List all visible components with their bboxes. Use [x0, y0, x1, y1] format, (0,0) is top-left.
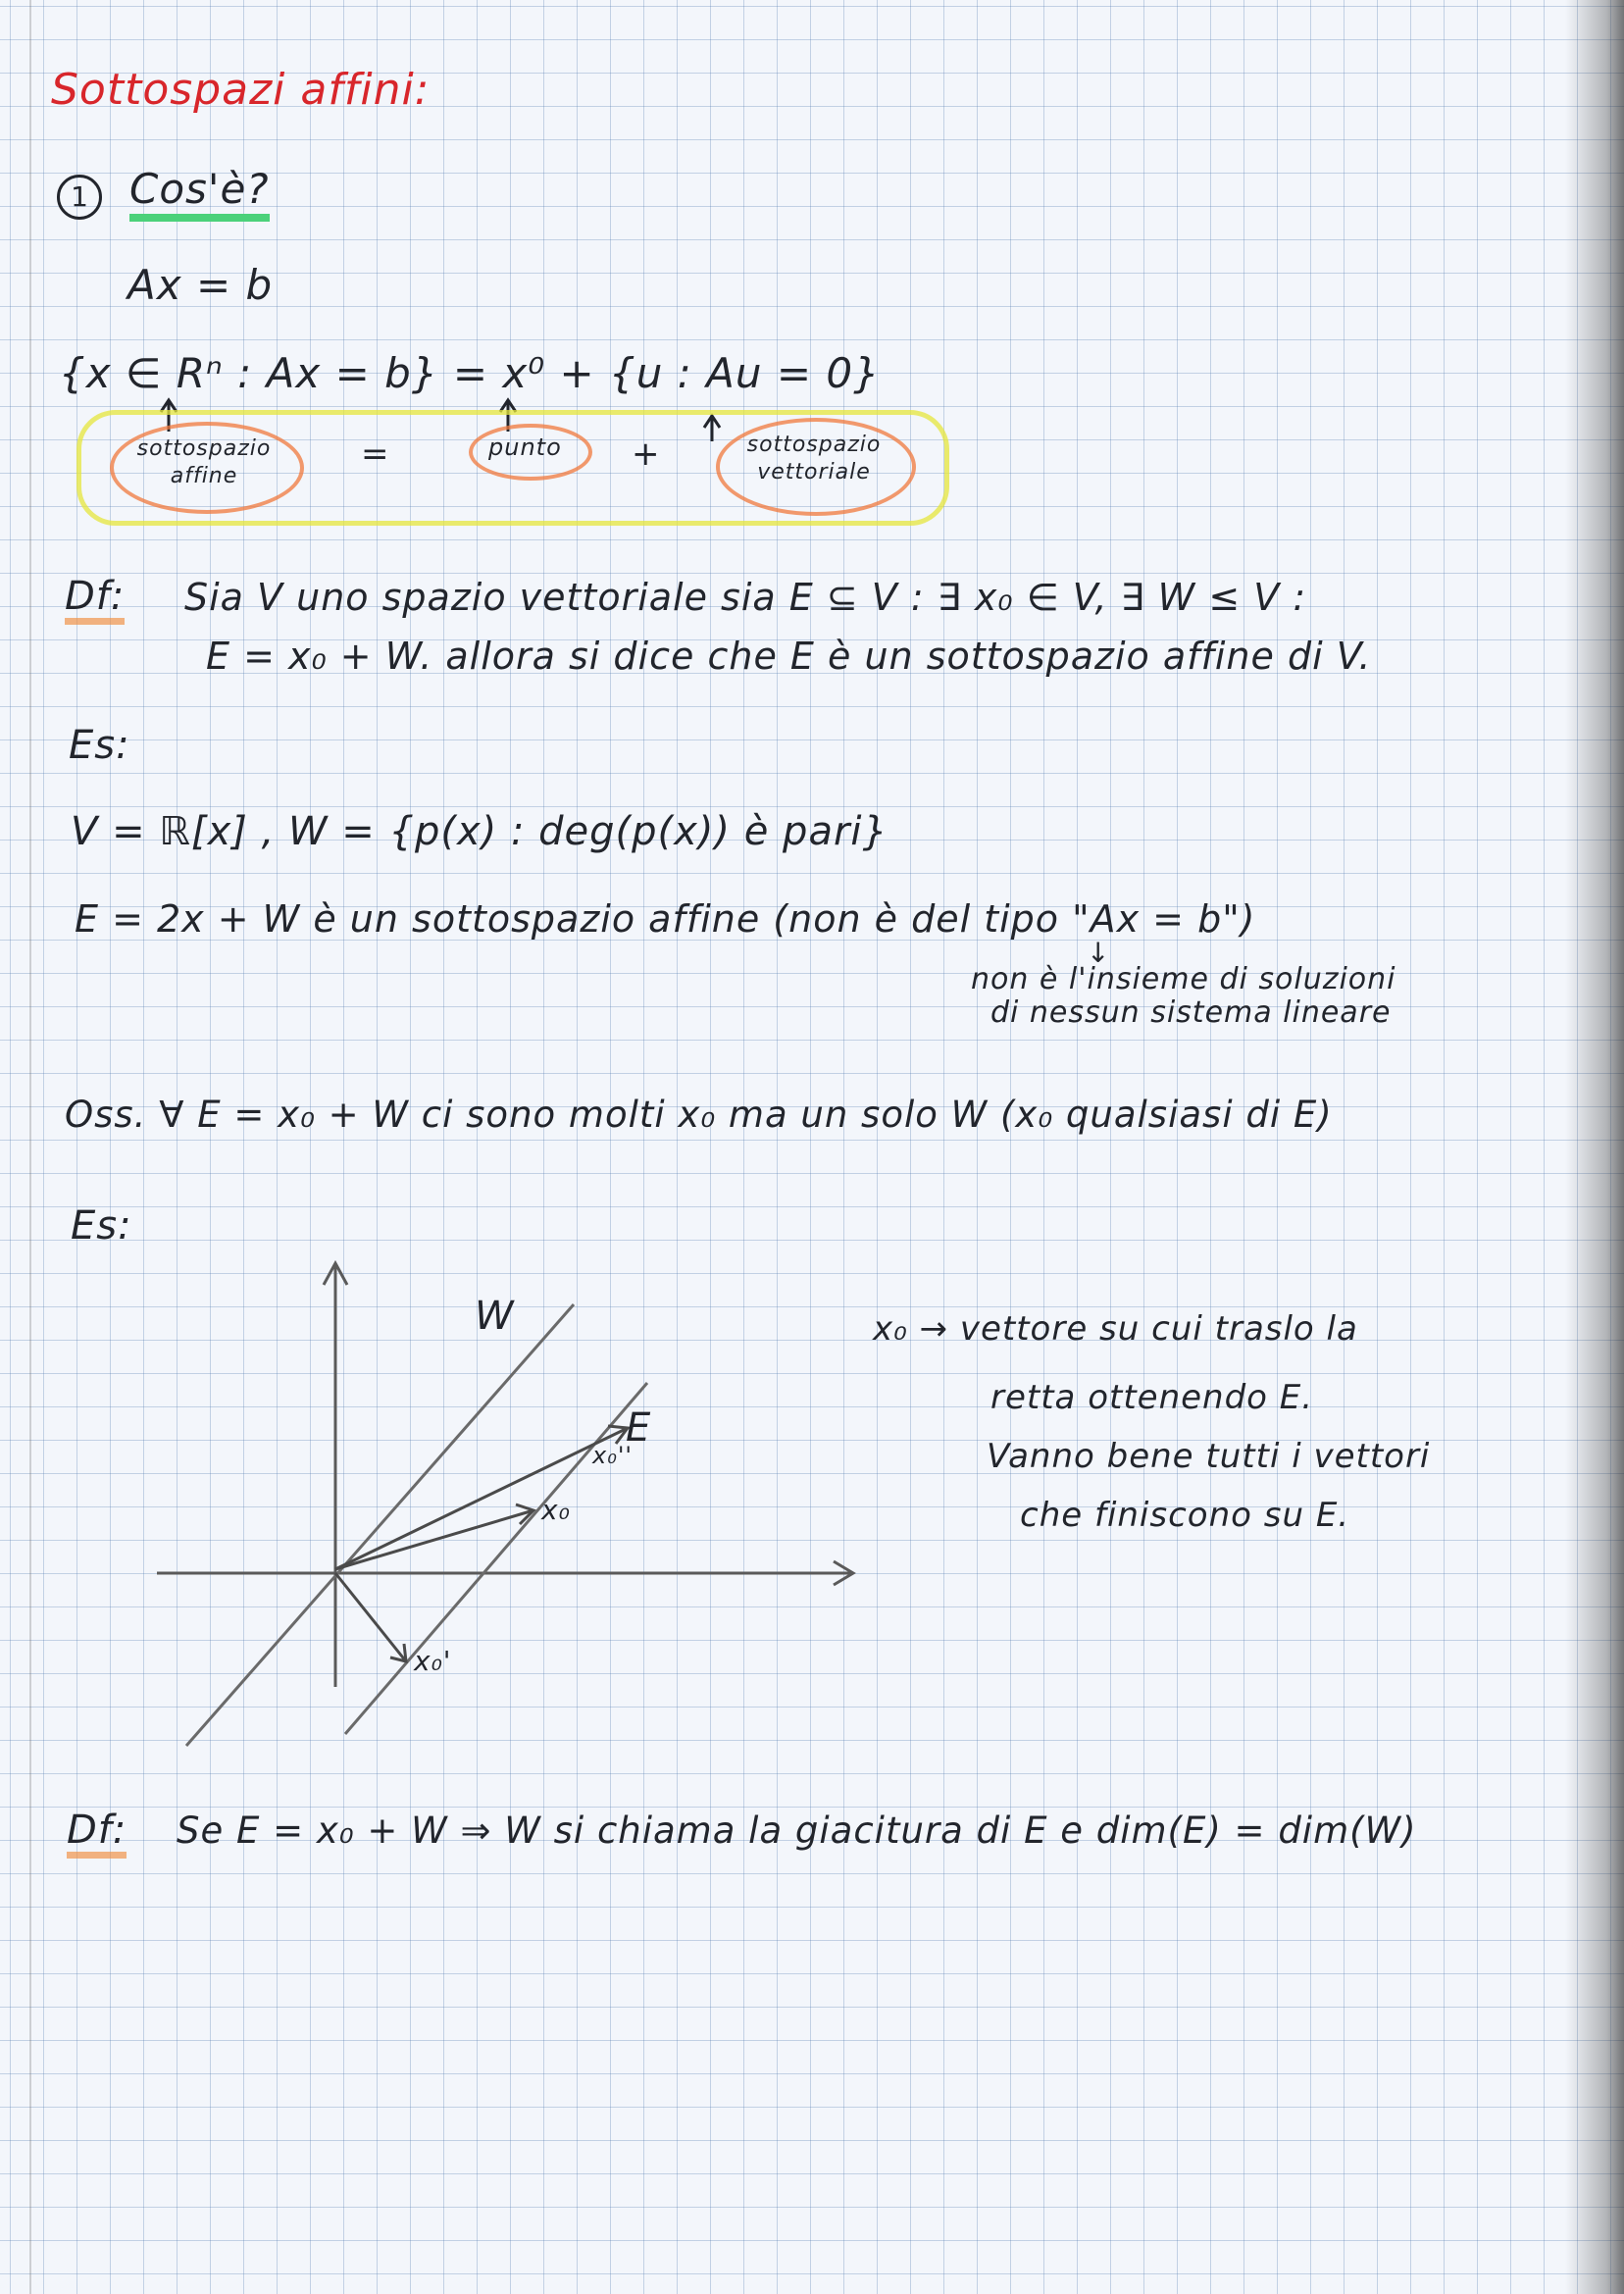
diagram-description-line-4: che finiscono su E. [1020, 1496, 1350, 1535]
example-1-line-2: E = 2x + W è un sottospazio affine (non è del tipo "Ax = b") [75, 897, 1256, 941]
label-equals: = [361, 434, 390, 474]
equation-ax-b: Ax = b [127, 261, 274, 309]
set-equation: {x ∈ Rⁿ : Ax = b} = x⁰ + {u : Au = 0} [59, 349, 881, 397]
definition-1-line-1: Sia V uno spazio vettoriale sia E ⊆ V : ∃ x₀ ∈ V, ∃ W ≤ V : [184, 576, 1307, 619]
question-text: Cos'è? [129, 169, 270, 222]
question-number: 1 [57, 175, 102, 220]
diagram-description-line-1: x₀ → vettore su cui traslo la [873, 1309, 1358, 1349]
diagram-label-w: W [475, 1294, 515, 1339]
label-affine-subspace: sottospazio affine [136, 436, 272, 488]
diagram-label-x0p: x₀' [414, 1645, 452, 1677]
observation: Oss. ∀ E = x₀ + W ci sono molti x₀ ma un solo W (x₀ qualsiasi di E) [65, 1094, 1333, 1136]
definition-2-text: Se E = x₀ + W ⇒ W si chiama la giacitura di E e dim(E) = dim(W) [177, 1810, 1417, 1852]
example-tag-2: Es: [71, 1203, 132, 1249]
label-vector-subspace: sottospazio vettoriale [746, 433, 882, 484]
example-1-note-line-2: di nessun sistema lineare [990, 995, 1392, 1030]
definition-1-line-2: E = x₀ + W. allora si dice che E è un sottospazio affine di V. [206, 635, 1372, 678]
label-plus: + [632, 434, 661, 474]
diagram-label-e: E [626, 1405, 652, 1451]
example-1-note-line-1: non è l'insieme di soluzioni [971, 962, 1396, 996]
page-title: Sottospazi affini: [51, 65, 431, 115]
line-w [186, 1304, 574, 1746]
page-edge-shadow [1565, 0, 1624, 2294]
example-tag-1: Es: [69, 723, 130, 768]
diagram-label-x0pp: x₀'' [592, 1442, 634, 1469]
diagram-label-x0: x₀ [541, 1494, 571, 1526]
diagram-description-line-2: retta ottenendo E. [990, 1378, 1314, 1417]
label-point: punto [488, 433, 562, 461]
definition-tag-2: Df: [67, 1810, 127, 1859]
vector-x0pp [335, 1428, 628, 1569]
example-1-line-1: V = ℝ[x] , W = {p(x) : deg(p(x)) è pari} [71, 809, 888, 854]
line-e [345, 1383, 647, 1734]
example-1-arrow: ↓ [1087, 937, 1111, 969]
vector-x0 [335, 1510, 533, 1569]
diagram-description-line-3: Vanno bene tutti i vettori [987, 1437, 1431, 1476]
vector-x0p [335, 1573, 406, 1661]
definition-tag-1: Df: [65, 577, 125, 625]
